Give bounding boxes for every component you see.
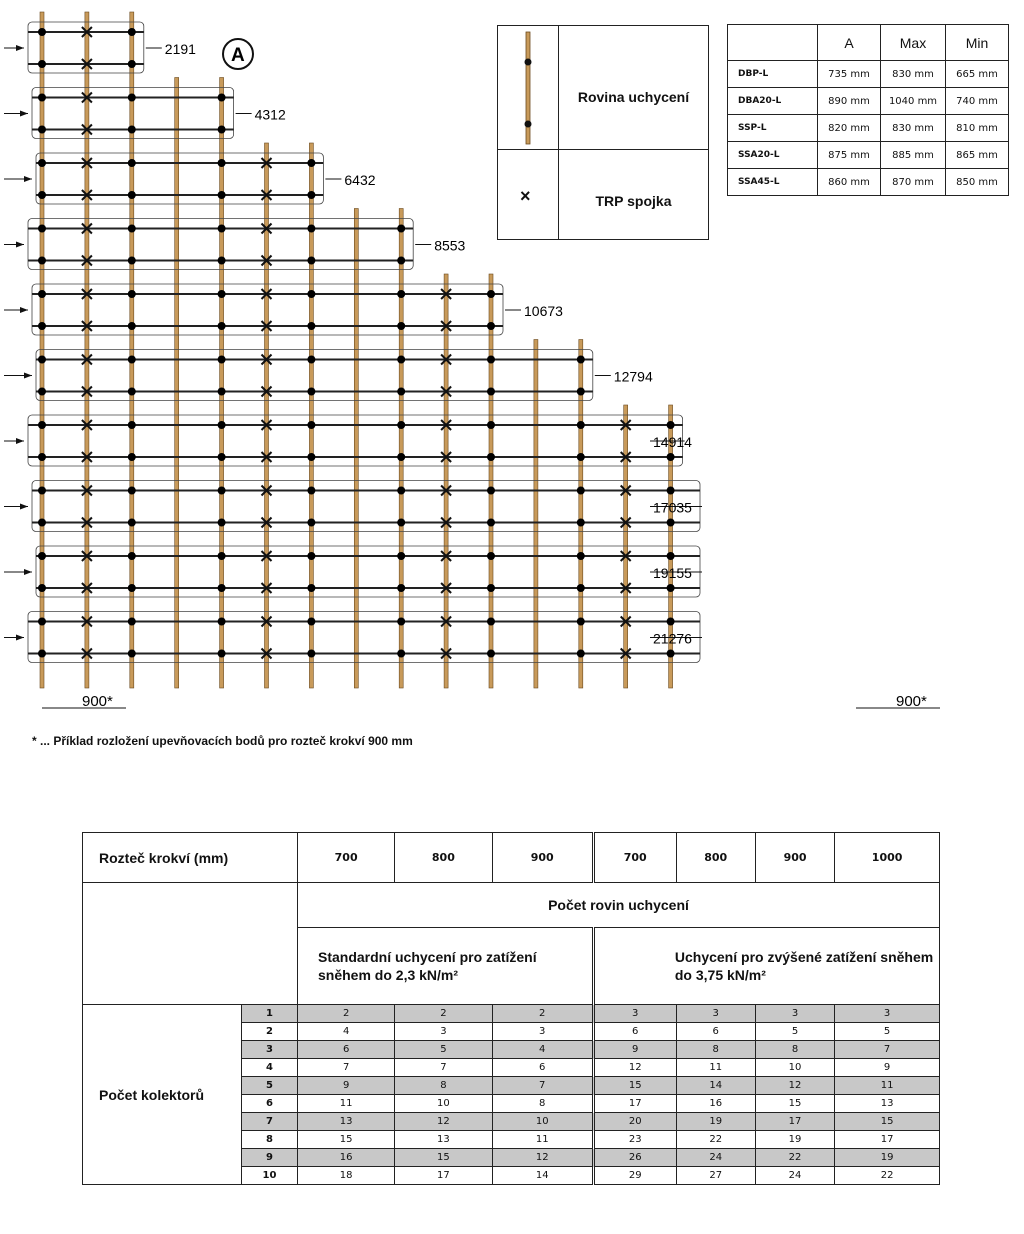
dims-cell-a: 875 mm	[818, 142, 881, 169]
rafter	[624, 405, 628, 688]
planes-value: 3	[755, 1005, 834, 1023]
planes-value: 11	[492, 1131, 593, 1149]
fixing-point	[128, 421, 136, 429]
fixing-point	[218, 388, 226, 396]
fixing-point	[307, 290, 315, 298]
arrow-head	[16, 438, 24, 444]
planes-value: 12	[755, 1077, 834, 1095]
fixing-point	[38, 618, 46, 626]
fixing-point	[38, 257, 46, 265]
planes-value: 5	[395, 1041, 492, 1059]
planes-value: 17	[395, 1167, 492, 1185]
fixing-point	[128, 94, 136, 102]
planes-value: 6	[593, 1023, 676, 1041]
fixing-point	[38, 159, 46, 167]
dims-cell-min: 665 mm	[946, 61, 1009, 88]
planes-value: 6	[298, 1041, 395, 1059]
fixing-point	[577, 453, 585, 461]
fixing-point	[307, 650, 315, 658]
planes-value: 11	[835, 1077, 940, 1095]
rafter	[354, 209, 358, 689]
dims-cell-name: DBP-L	[728, 61, 818, 88]
rafter	[265, 143, 269, 688]
fixing-point	[307, 322, 315, 330]
planes-value: 20	[593, 1113, 676, 1131]
planes-value: 11	[676, 1059, 755, 1077]
mounting-plane-symbol-icon	[520, 32, 536, 144]
planes-value: 2	[492, 1005, 593, 1023]
planes-value: 17	[755, 1113, 834, 1131]
planes-value: 9	[835, 1059, 940, 1077]
dims-cell-a: 820 mm	[818, 115, 881, 142]
fixing-point	[128, 487, 136, 495]
dims-cell-min: 810 mm	[946, 115, 1009, 142]
fixing-point	[577, 584, 585, 592]
fixing-point	[218, 191, 226, 199]
planes-value: 6	[492, 1059, 593, 1077]
dims-header-min: Min	[946, 25, 1009, 61]
dims-cell-a: 890 mm	[818, 88, 881, 115]
fixing-point	[128, 552, 136, 560]
dimension-label: 4312	[254, 106, 286, 123]
fixing-point	[307, 191, 315, 199]
collector-count: 9	[242, 1149, 298, 1167]
fixing-point	[128, 618, 136, 626]
dims-header-max: Max	[881, 25, 946, 61]
planes-value: 24	[676, 1149, 755, 1167]
fixing-point	[38, 322, 46, 330]
collector-frame	[36, 546, 700, 597]
fixing-point	[38, 28, 46, 36]
planes-value: 14	[492, 1167, 593, 1185]
legend-box	[497, 25, 709, 240]
spacing-800-a: 800	[395, 833, 492, 883]
rafter	[220, 78, 224, 689]
fixing-point	[487, 421, 495, 429]
fixing-point	[218, 519, 226, 527]
rafter	[444, 274, 448, 688]
fixing-point	[307, 618, 315, 626]
planes-value: 8	[492, 1095, 593, 1113]
planes-value: 16	[298, 1149, 395, 1167]
fixing-point	[128, 453, 136, 461]
planes-value: 22	[835, 1167, 940, 1185]
planes-value: 15	[395, 1149, 492, 1167]
fixing-point	[667, 453, 675, 461]
fixing-point	[307, 356, 315, 364]
fixing-point	[487, 650, 495, 658]
fixing-point	[487, 584, 495, 592]
arrow-head	[24, 569, 32, 575]
dims-cell-max: 870 mm	[881, 169, 946, 196]
fixing-point	[128, 257, 136, 265]
fixing-point	[307, 519, 315, 527]
fixing-point	[577, 487, 585, 495]
spacing-900-a: 900	[492, 833, 593, 883]
dimension-label: 17035	[653, 499, 692, 516]
fixing-point	[218, 552, 226, 560]
fixing-point	[667, 650, 675, 658]
fixing-point	[128, 290, 136, 298]
dims-header-a: A	[818, 25, 881, 61]
planes-value: 10	[755, 1059, 834, 1077]
dimension-label: 12794	[613, 368, 653, 385]
dimension-label: 14914	[653, 434, 692, 450]
fixing-point	[218, 126, 226, 134]
spacing-header-label: Rozteč krokví (mm)	[83, 833, 298, 883]
legend-trp-label: TRP spojka	[595, 193, 672, 209]
trp-cross-icon: ×	[520, 186, 531, 206]
planes-value: 24	[755, 1167, 834, 1185]
fixing-point	[397, 322, 405, 330]
fixing-point	[38, 650, 46, 658]
dims-row	[728, 142, 1009, 169]
dims-row	[728, 115, 1009, 142]
collector-count: 7	[242, 1113, 298, 1131]
planes-value: 13	[298, 1113, 395, 1131]
fixing-point	[38, 225, 46, 233]
fixing-point	[487, 356, 495, 364]
arrow-head	[20, 111, 28, 117]
heavy-load-label: Uchycení pro zvýšené zatížení sněhem do 3,75 kN/m²	[593, 928, 939, 1005]
collector-count: 6	[242, 1095, 298, 1113]
planes-table	[82, 832, 940, 1185]
dims-cell-min: 865 mm	[946, 142, 1009, 169]
planes-value: 10	[492, 1113, 593, 1131]
blank-corner-cell	[83, 883, 298, 1005]
fixing-point	[38, 453, 46, 461]
fixing-point	[38, 552, 46, 560]
fixing-point	[38, 519, 46, 527]
fixing-point	[38, 191, 46, 199]
dims-header-blank	[728, 25, 818, 61]
fixing-point	[487, 519, 495, 527]
fixing-point	[397, 618, 405, 626]
fixing-point	[397, 487, 405, 495]
collector-count: 1	[242, 1005, 298, 1023]
table-row	[83, 1005, 940, 1023]
planes-value: 3	[835, 1005, 940, 1023]
fixing-point	[218, 159, 226, 167]
planes-value: 3	[492, 1023, 593, 1041]
planes-value: 22	[755, 1149, 834, 1167]
planes-value: 5	[835, 1023, 940, 1041]
collector-frame	[36, 153, 323, 204]
planes-value: 4	[492, 1041, 593, 1059]
fixing-point	[397, 356, 405, 364]
planes-value: 3	[593, 1005, 676, 1023]
planes-value: 5	[755, 1023, 834, 1041]
dims-cell-max: 1040 mm	[881, 88, 946, 115]
fixing-point	[38, 126, 46, 134]
planes-value: 15	[298, 1131, 395, 1149]
fixing-point	[487, 487, 495, 495]
fixing-point	[397, 225, 405, 233]
planes-value: 16	[676, 1095, 755, 1113]
planes-value: 6	[676, 1023, 755, 1041]
collector-count: 4	[242, 1059, 298, 1077]
fixing-point	[218, 225, 226, 233]
collector-count: 8	[242, 1131, 298, 1149]
spacing-1000-b: 1000	[835, 833, 940, 883]
fixing-point	[397, 650, 405, 658]
fixing-point	[128, 356, 136, 364]
fixing-point	[667, 552, 675, 560]
callout-letter: A	[231, 45, 245, 66]
fixing-point	[218, 618, 226, 626]
dims-cell-name: SSA20-L	[728, 142, 818, 169]
planes-value: 8	[395, 1077, 492, 1095]
dims-cell-a: 735 mm	[818, 61, 881, 88]
planes-value: 9	[298, 1077, 395, 1095]
planes-value: 12	[395, 1113, 492, 1131]
planes-value: 29	[593, 1167, 676, 1185]
fixing-point	[218, 487, 226, 495]
collector-count: 2	[242, 1023, 298, 1041]
spacing-700-b: 700	[593, 833, 676, 883]
fixing-point	[577, 519, 585, 527]
rafter	[489, 274, 493, 688]
dims-row	[728, 169, 1009, 196]
planes-value: 19	[676, 1113, 755, 1131]
dims-row	[728, 61, 1009, 88]
planes-value: 23	[593, 1131, 676, 1149]
fixing-point	[397, 552, 405, 560]
fixing-point	[128, 519, 136, 527]
fixing-point	[128, 650, 136, 658]
legend-mounting-plane-label: Rovina uchycení	[577, 89, 690, 105]
collectors-label: Počet kolektorů	[83, 1005, 242, 1185]
fixing-point	[487, 388, 495, 396]
fixing-point	[218, 356, 226, 364]
dims-cell-max: 830 mm	[881, 61, 946, 88]
fixing-point	[38, 94, 46, 102]
planes-value: 15	[755, 1095, 834, 1113]
fixing-point	[128, 28, 136, 36]
planes-value: 10	[395, 1095, 492, 1113]
fixing-point	[38, 487, 46, 495]
fixing-point	[667, 421, 675, 429]
planes-value: 7	[835, 1041, 940, 1059]
fixing-point	[397, 257, 405, 265]
fixing-point	[577, 552, 585, 560]
planes-value: 19	[755, 1131, 834, 1149]
fixing-point	[307, 584, 315, 592]
fixing-point	[128, 584, 136, 592]
fixing-point	[397, 421, 405, 429]
fixing-point	[397, 290, 405, 298]
fixing-point	[397, 584, 405, 592]
planes-value: 3	[395, 1023, 492, 1041]
fixing-point	[577, 388, 585, 396]
arrow-head	[24, 176, 32, 182]
fixing-point	[487, 552, 495, 560]
fixing-point	[218, 94, 226, 102]
rafter	[175, 78, 179, 689]
dimension-label: 2191	[164, 41, 196, 57]
fixing-point	[667, 584, 675, 592]
arrow-head	[20, 504, 28, 510]
dimension-table	[727, 24, 1009, 196]
planes-value: 14	[676, 1077, 755, 1095]
fixing-point	[38, 388, 46, 396]
planes-value: 11	[298, 1095, 395, 1113]
spacing-dimension-label: 900*	[82, 693, 113, 710]
arrow-head	[20, 307, 28, 313]
collector-count: 5	[242, 1077, 298, 1095]
planes-value: 2	[298, 1005, 395, 1023]
fixing-point	[218, 421, 226, 429]
fixing-point	[667, 487, 675, 495]
standard-load-label: Standardní uchycení pro zatížení sněhem do 2,3 kN/m²	[298, 928, 594, 1005]
planes-value: 19	[835, 1149, 940, 1167]
fixing-point	[307, 257, 315, 265]
dims-cell-name: DBA20-L	[728, 88, 818, 115]
collector-count: 10	[242, 1167, 298, 1185]
fixing-point	[218, 453, 226, 461]
planes-value: 13	[395, 1131, 492, 1149]
planes-value: 26	[593, 1149, 676, 1167]
planes-value: 7	[395, 1059, 492, 1077]
dims-cell-a: 860 mm	[818, 169, 881, 196]
fixing-point	[307, 487, 315, 495]
fixing-point	[128, 225, 136, 233]
footnote: * ... Příklad rozložení upevňovacích bodů pro rozteč krokví 900 mm	[32, 734, 413, 748]
planes-value: 8	[755, 1041, 834, 1059]
planes-value: 17	[593, 1095, 676, 1113]
fixing-point	[38, 60, 46, 68]
fixing-point	[307, 225, 315, 233]
fixing-point	[38, 421, 46, 429]
dims-cell-min: 740 mm	[946, 88, 1009, 115]
fixing-point	[128, 60, 136, 68]
fixing-point	[487, 453, 495, 461]
fixing-point	[218, 257, 226, 265]
fixing-point	[307, 421, 315, 429]
fixing-point	[307, 552, 315, 560]
fixing-point	[577, 650, 585, 658]
fixing-point	[128, 322, 136, 330]
arrow-head	[16, 242, 24, 248]
fixing-point	[397, 453, 405, 461]
planes-value: 8	[676, 1041, 755, 1059]
fixing-point	[218, 650, 226, 658]
arrow-head	[16, 635, 24, 641]
fixing-point	[667, 519, 675, 527]
dims-cell-max: 830 mm	[881, 115, 946, 142]
fixing-point	[128, 191, 136, 199]
planes-value: 27	[676, 1167, 755, 1185]
spacing-800-b: 800	[676, 833, 755, 883]
fixing-point	[38, 290, 46, 298]
dimension-label: 8553	[434, 237, 466, 254]
fixing-point	[38, 584, 46, 592]
fixing-point	[38, 356, 46, 364]
planes-value: 17	[835, 1131, 940, 1149]
planes-value: 12	[593, 1059, 676, 1077]
spacing-700-a: 700	[298, 833, 395, 883]
fixing-point	[487, 290, 495, 298]
dimension-label: 6432	[344, 172, 376, 188]
rafter	[399, 209, 403, 689]
dims-row	[728, 88, 1009, 115]
fixing-point	[577, 618, 585, 626]
arrow-head	[24, 373, 32, 379]
planes-value: 12	[492, 1149, 593, 1167]
planes-value: 2	[395, 1005, 492, 1023]
planes-value: 15	[835, 1113, 940, 1131]
planes-value: 7	[298, 1059, 395, 1077]
planes-value: 4	[298, 1023, 395, 1041]
planes-value: 13	[835, 1095, 940, 1113]
fixing-point	[307, 388, 315, 396]
fixing-point	[128, 159, 136, 167]
spacing-dimension-label: 900*	[896, 693, 927, 710]
fixing-point	[577, 356, 585, 364]
collector-count: 3	[242, 1041, 298, 1059]
dimension-label: 10673	[524, 303, 563, 319]
fixing-point	[218, 322, 226, 330]
planes-value: 22	[676, 1131, 755, 1149]
dimension-label: 19155	[653, 565, 692, 581]
fixing-point	[487, 618, 495, 626]
arrow-head	[16, 45, 24, 51]
fixing-point	[397, 519, 405, 527]
fixing-point	[307, 453, 315, 461]
dims-cell-name: SSA45-L	[728, 169, 818, 196]
planes-value: 3	[676, 1005, 755, 1023]
planes-value: 15	[593, 1077, 676, 1095]
fixing-point	[577, 421, 585, 429]
planes-count-label: Počet rovin uchycení	[298, 883, 940, 928]
fixing-point	[487, 322, 495, 330]
planes-value: 9	[593, 1041, 676, 1059]
fixing-point	[218, 290, 226, 298]
planes-value: 7	[492, 1077, 593, 1095]
fixing-point	[307, 159, 315, 167]
dimension-label: 21276	[653, 630, 692, 647]
dims-cell-min: 850 mm	[946, 169, 1009, 196]
spacing-900-b: 900	[755, 833, 834, 883]
fixing-point	[128, 388, 136, 396]
fixing-point	[667, 618, 675, 626]
dims-cell-max: 885 mm	[881, 142, 946, 169]
planes-value: 18	[298, 1167, 395, 1185]
fixing-point	[128, 126, 136, 134]
fixing-point	[397, 388, 405, 396]
fixing-point	[218, 584, 226, 592]
dims-cell-name: SSP-L	[728, 115, 818, 142]
